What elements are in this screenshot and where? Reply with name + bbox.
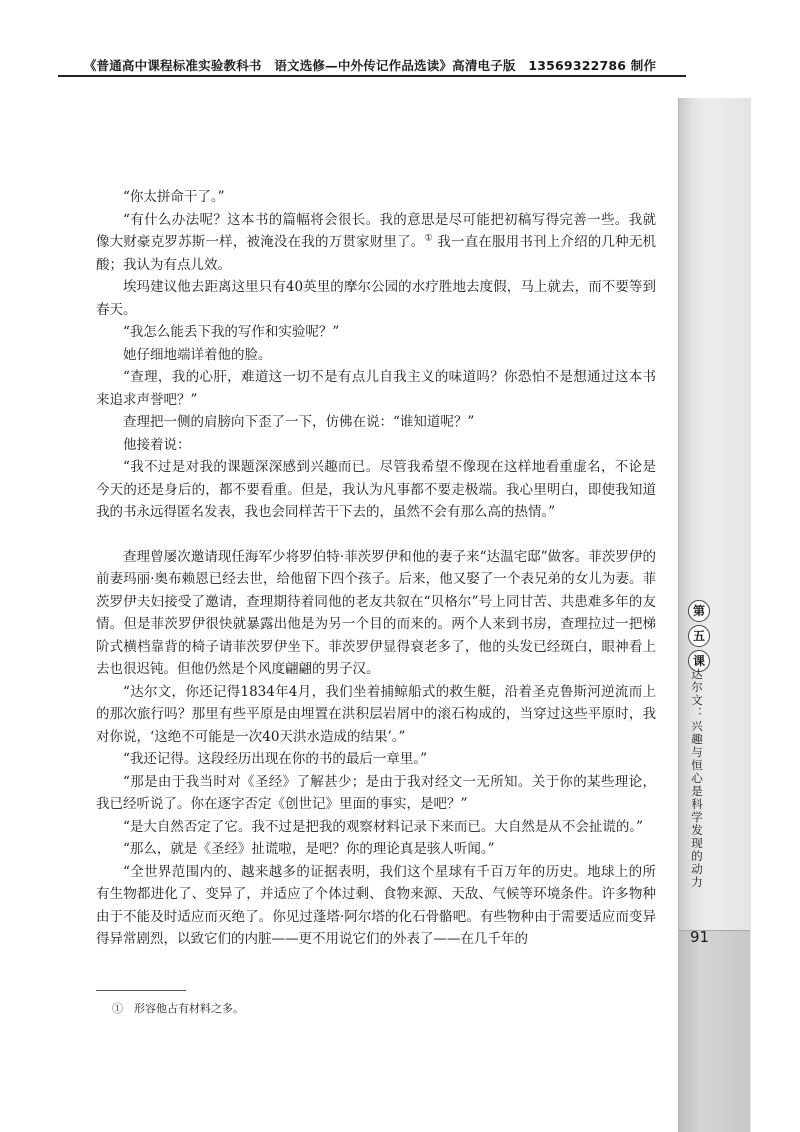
header-rule [58, 75, 686, 77]
lesson-badge-char: 第 [688, 600, 710, 622]
paragraph: “查理，我的心肝，难道这一切不是有点儿自我主义的味道吗？你恐怕不是想通过这本书来追求声誉吧？” [96, 369, 656, 408]
sidebar-lower-panel [679, 931, 750, 1132]
footnote-reference: ① [424, 233, 433, 244]
paragraph: “我还记得。这段经历出现在你的书的最后一章里。” [123, 751, 428, 767]
paragraph [96, 209, 656, 277]
paragraph: 埃玛建议他去距离这里只有40英里的摩尔公园的水疗胜地去度假，马上就去，而不要等到春天。 [96, 279, 656, 318]
paragraph: 查理曾屡次邀请现任海军少将罗伯特·菲茨罗伊和他的妻子来“达温宅邸”做客。菲茨罗伊的前妻玛丽·奥布赖恩已经去世，给他留下四个孩子。后来，他又娶了一个表兄弟的女儿为妻。菲茨罗伊夫妇接受了邀请，查理期待着同他的老友共叙在“贝格尔”号上同甘苦、共患难多年的友情。但是菲茨罗伊很快就暴露出他是为另一个目的而来的。两个人来到书房，查理拉过一把梯阶式横档靠背的椅子请菲茨罗伊坐下。菲茨罗伊显得衰老多了，他的头发已经斑白，眼神看上去也很迟钝。但他仍然是个风度翩翩的男子汉。 [96, 548, 656, 677]
lesson-badge [686, 600, 712, 672]
paragraph: “达尔文，你还记得1834年4月，我们坐着捕鲸船式的救生艇，沿着圣克鲁斯河逆流而上的那次旅行吗？那里有些平原是由埋置在洪积层岩屑中的滚石构成的，当穿过这些平原时，我对你说，‘这绝不可能是一次40天洪水造成的结果’。” [96, 683, 656, 745]
paragraph-text: 我一直在服用书刊上介绍的几种无机酸；我认为有点儿效。 [96, 234, 657, 273]
paragraph: “那么，就是《圣经》扯谎啦，是吧？你的理论真是骇人听闻。” [123, 841, 495, 857]
paragraph: “那是由于我当时对《圣经》了解甚少；是由于我对经文一无所知。关于你的某些理论，我已经听说了。你在逐字否定《创世记》里面的事实，是吧？” [96, 773, 656, 812]
paragraph: “我不过是对我的课题深深感到兴趣而已。尽管我希望不像现在这样地看重虚名，不论是今天的还是身后的，都不要看重。但是，我认为凡事都不要走极端。我心里明白，即使我知道我的书永远得匿名发表，我也会同样苦干下去的，虽然不会有那么高的热情。” [96, 459, 656, 520]
footnote: ① 形容他占有材料之多。 [112, 1002, 244, 1015]
paragraph: 查理把一侧的肩膀向下歪了一下，仿佛在说：“谁知道呢？” [123, 414, 475, 430]
lesson-badge-char: 课 [688, 650, 710, 672]
lesson-badge-char: 五 [688, 625, 710, 647]
paragraph: “你太拼命干了。” [123, 189, 225, 205]
paragraph: “我怎么能丢下我的写作和实验呢？” [123, 324, 340, 340]
paragraph: “是大自然否定了它。我不过是把我的观察材料记录下来而已。大自然是从不会扯谎的。” [123, 818, 644, 835]
page-number: 91 [690, 928, 710, 946]
lesson-title: 达尔文：兴趣与恒心是科学发现的动力 [690, 668, 704, 889]
paragraph: 她仔细地端详着他的脸。 [123, 346, 272, 363]
footnote-rule [96, 990, 186, 991]
paragraph: 他接着说： [123, 436, 191, 453]
running-header: 《普通高中课程标准实验教科书 语文选修—中外传记作品选读》高清电子版 13569322786 制作 [83, 58, 657, 73]
paragraph-text: “有什么办法呢？这本书的篇幅将会很长。我的意思是尽可能把初稿写得完善一些。我就像大财豪克罗苏斯一样，被淹没在我的万贯家财里了。 [96, 211, 656, 250]
paragraph: “全世界范围内的、越来越多的证据表明，我们这个星球有千百万年的历史。地球上的所有生物都进化了、变异了，并适应了个体过剩、食物来源、天敌、气候等环境条件。许多物种由于不能及时适应而灭绝了。你见过蓬塔·阿尔塔的化石骨骼吧。有些物种由于需要适应而变异得异常剧烈，以致它们的内脏——更不用说它们的外表了——在几千年的 [96, 863, 656, 947]
body-text [96, 186, 656, 951]
